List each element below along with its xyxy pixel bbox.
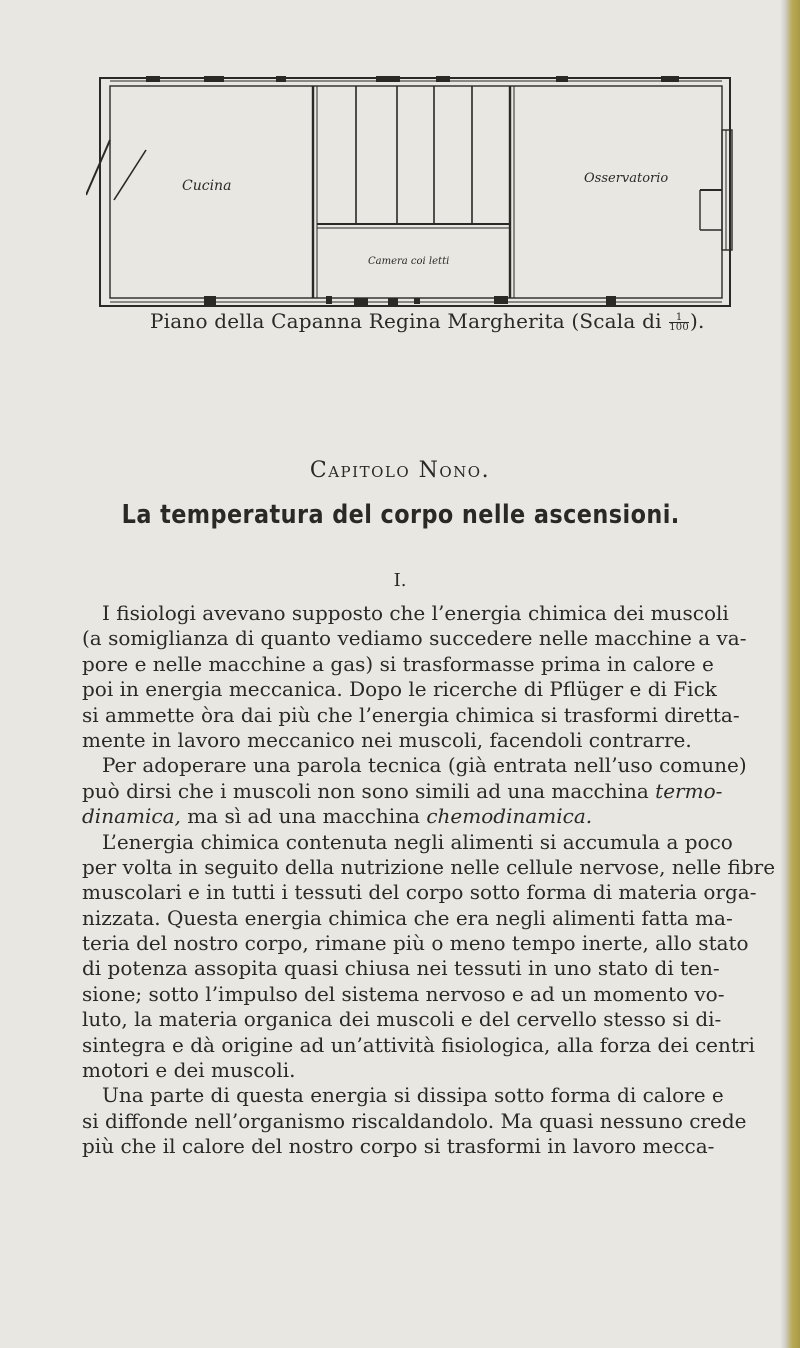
text-line: nizzata. Questa energia chimica che era negli alimenti fatta ma-: [82, 905, 733, 930]
text-segment: può dirsi che i muscoli non sono simili ad una macchina: [82, 778, 649, 803]
italic-term: termo-: [655, 778, 723, 803]
scale-numerator: 1: [669, 313, 689, 323]
italic-term: .: [585, 804, 593, 829]
italic-term: dinamica,: [82, 804, 181, 829]
text-line: [82, 779, 772, 804]
text-line: motori e dei muscoli.: [82, 1058, 296, 1083]
text-line: sione; sotto l’impulso del sistema nervoso e ad un momento vo-: [82, 981, 725, 1006]
text-line: si diffonde nell’organismo riscaldandolo. Ma quasi nessuno crede: [82, 1108, 747, 1133]
chapter-title: La temperatura del corpo nelle ascensioni.: [121, 500, 680, 530]
text-line: per volta in seguito della nutrizione nelle cellule nervose, nelle fibre: [82, 854, 776, 879]
room-label-observatory: Osservatorio: [584, 171, 669, 186]
text-line: sintegra e dà origine ad un’attività fisiologica, alla forza dei centri: [82, 1032, 755, 1057]
text-line: mente in lavoro meccanico nei muscoli, facendoli contrarre.: [82, 727, 692, 752]
chapter-label: Capitolo Nono.: [309, 458, 491, 483]
text-line: si ammette òra dai più che l’energia chimica si trasformi diretta-: [82, 702, 740, 727]
page-edge-shadow: [780, 0, 786, 1348]
section-number: I.: [393, 570, 407, 591]
scale-denominator: 100: [669, 322, 689, 333]
text-line: I fisiologi avevano supposto che l’energia chimica dei muscoli: [102, 601, 729, 625]
page-edge: [786, 0, 800, 1348]
room-label-bedroom: Camera coi letti: [368, 256, 450, 267]
caption-end: ).: [689, 309, 705, 333]
text-line: di potenza assopita quasi chiusa nei tessuti in uno stato di ten-: [82, 956, 720, 981]
text-line: (a somiglianza di quanto vediamo succedere nelle macchine a va-: [82, 626, 747, 651]
text-line: muscolari e in tutti i tessuti del corpo sotto forma di materia orga-: [82, 880, 757, 905]
text-line: teria del nostro corpo, rimane più o meno tempo inerte, allo stato: [82, 931, 749, 956]
text-line: L’energia chimica contenuta negli alimenti si accumula a poco: [102, 829, 733, 854]
text-line: [82, 804, 772, 829]
text-line: più che il calore del nostro corpo si trasformi in lavoro mecca-: [82, 1134, 715, 1159]
caption-text: Piano della Capanna Regina Margherita (Scala di: [150, 309, 662, 333]
italic-term: chemodinamica: [426, 804, 586, 829]
text-line: Per adoperare una parola tecnica (già entrata nell’uso comune): [102, 753, 747, 778]
text-line: pore e nelle macchine a gas) si trasformasse prima in calore e: [82, 651, 714, 676]
text-segment: ma sì ad una macchina: [180, 804, 427, 829]
scale-fraction: [669, 313, 689, 332]
text-line: poi in energia meccanica. Dopo le ricerche di Pflüger e di Fick: [82, 677, 717, 702]
floor-plan: [86, 70, 734, 318]
text-line: Una parte di questa energia si dissipa sotto forma di calore e: [102, 1083, 724, 1108]
body-text: [82, 601, 776, 1160]
room-label-kitchen: Cucina: [182, 178, 232, 194]
text-line: luto, la materia organica dei muscoli e del cervello stesso si di-: [82, 1007, 722, 1032]
floor-plan-caption: [150, 309, 750, 333]
